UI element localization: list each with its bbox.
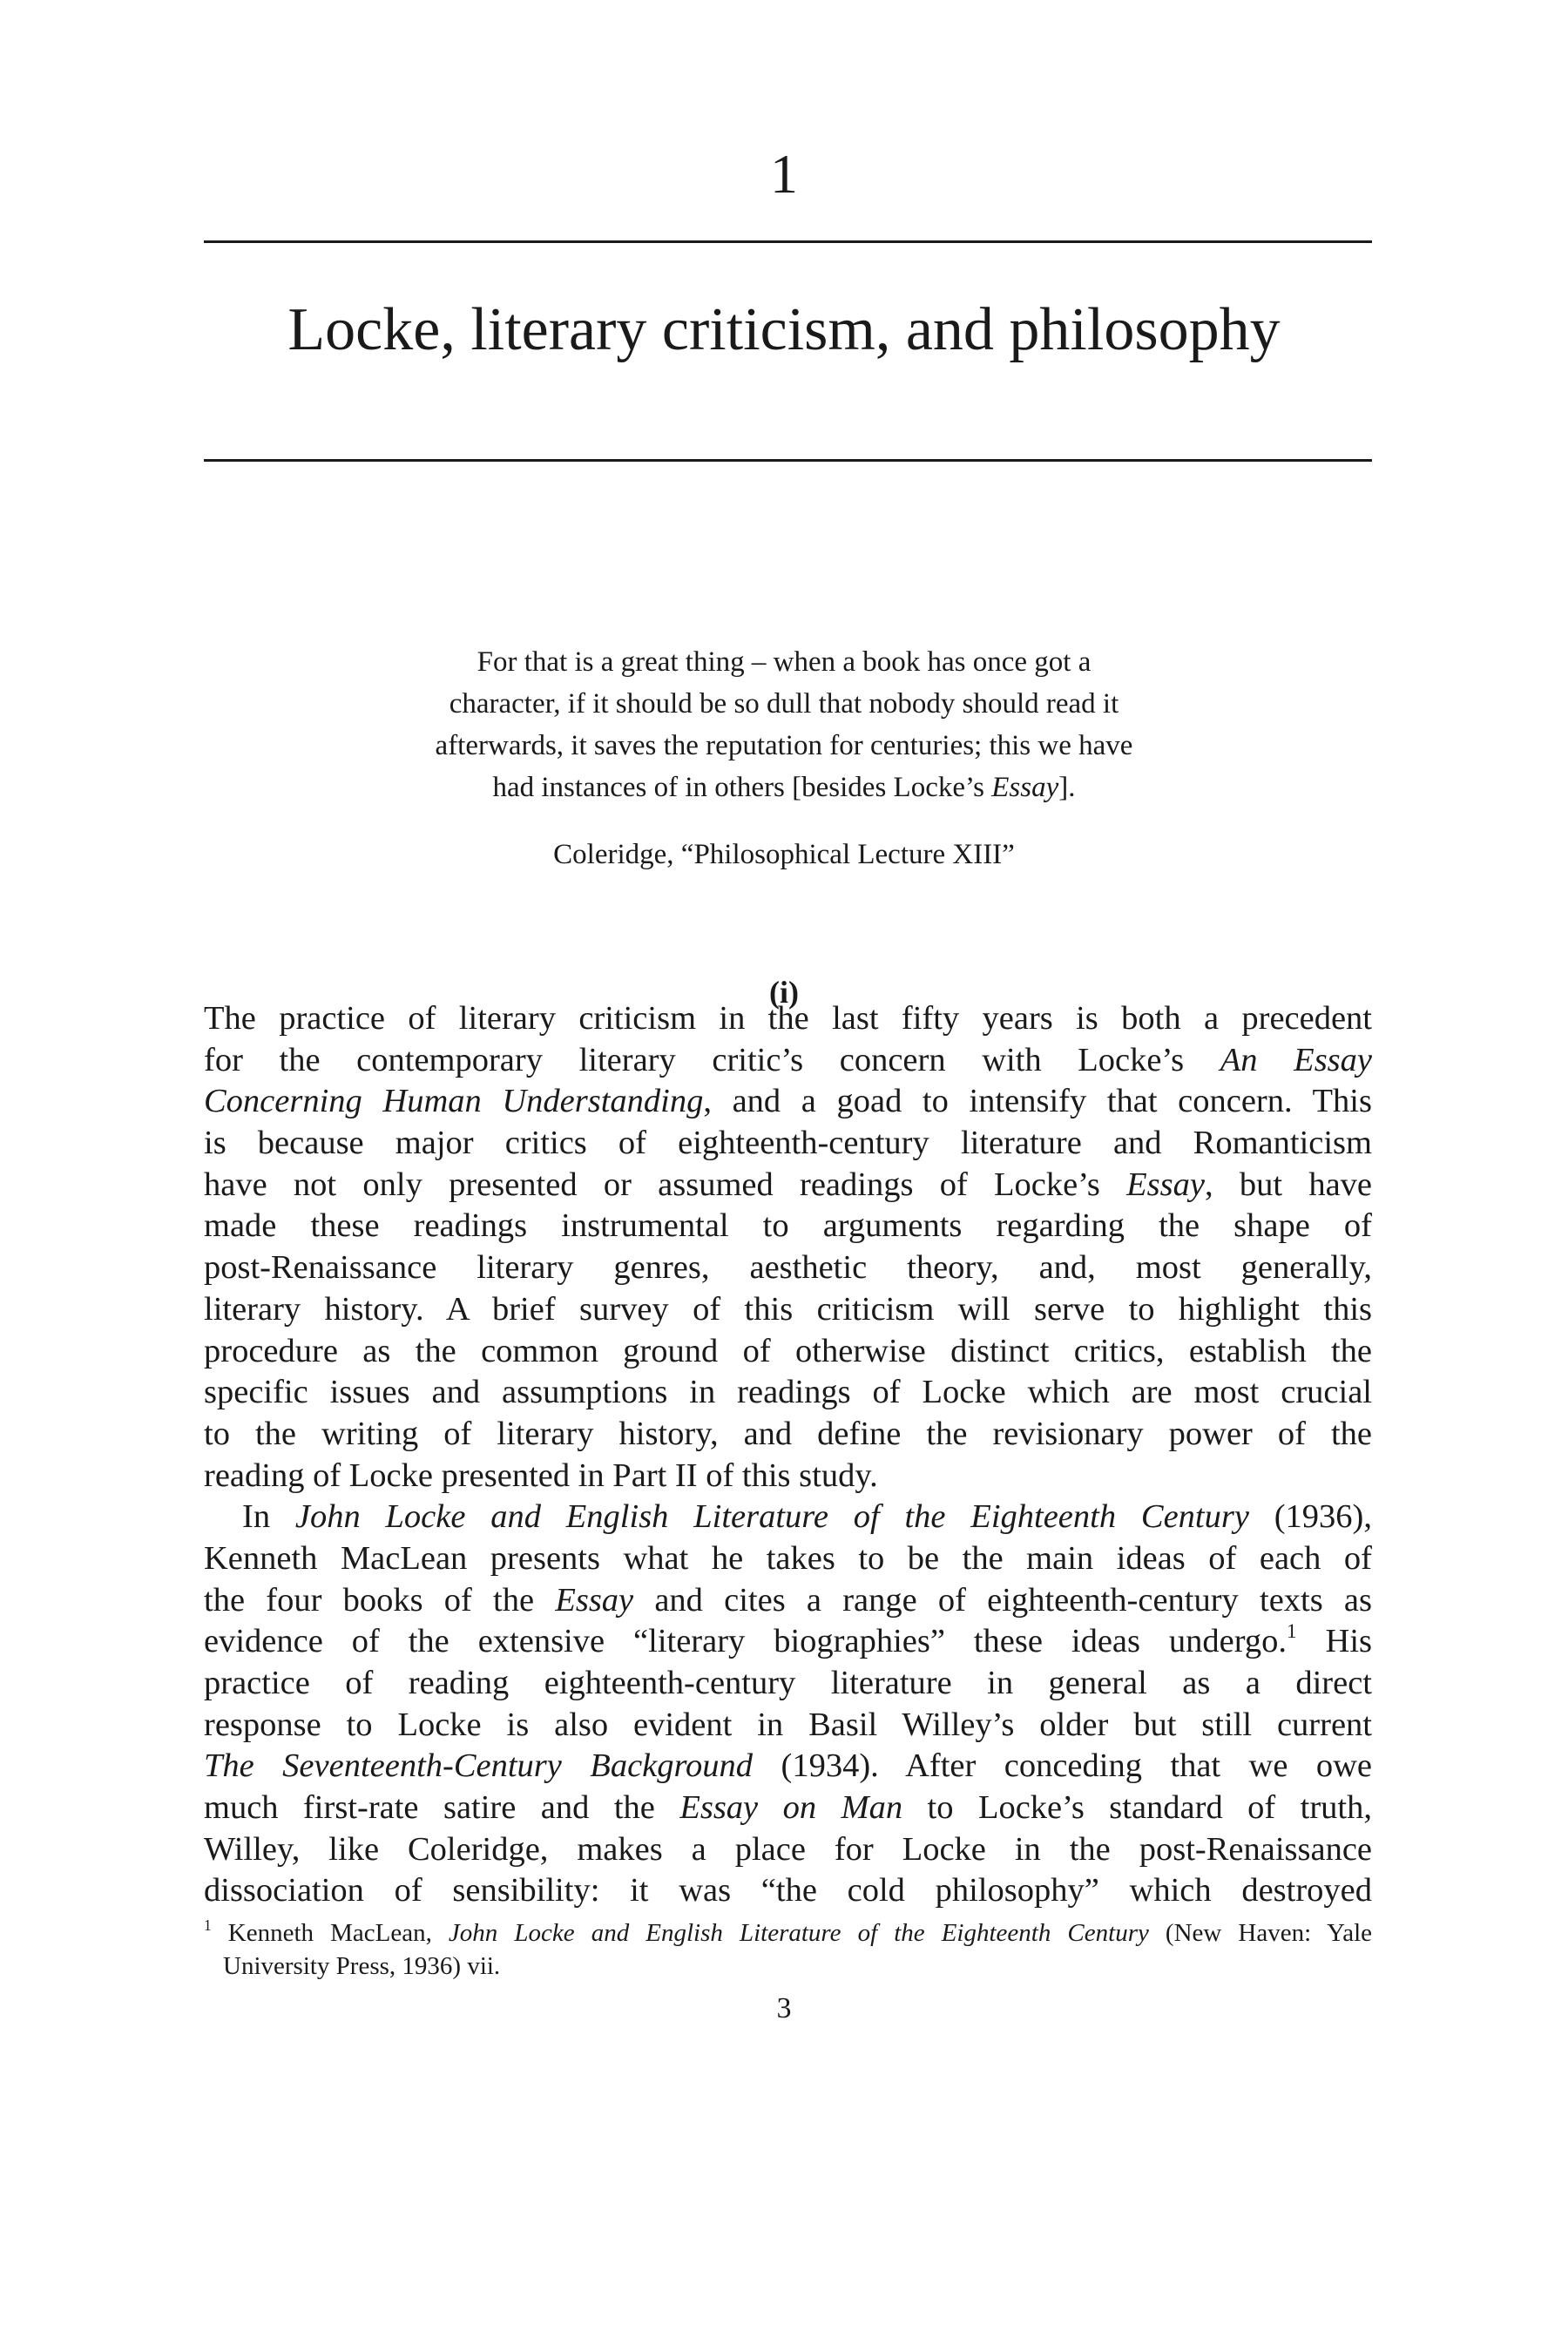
footnote-marker: 1: [204, 1916, 212, 1934]
text-run: had instances of in others [besides Locke’s: [492, 772, 992, 803]
italic-text: Essay: [555, 1581, 634, 1619]
italic-text: Concerning Human Understanding: [204, 1083, 704, 1120]
text-run: Kenneth MacLean presents what he takes to be the main ideas of each of: [204, 1539, 1372, 1577]
text-run: the four books of the: [204, 1581, 556, 1619]
italic-text: Essay: [991, 772, 1059, 803]
text-run: Kenneth MacLean,: [211, 1919, 449, 1947]
text-run: (New Haven: Yale: [1148, 1919, 1373, 1947]
body-line: [204, 1081, 1372, 1123]
body-line: [204, 1580, 1372, 1622]
footnote-line: [204, 1950, 1372, 1983]
text-run: evidence of the extensive “literary biographies” these ideas undergo.: [204, 1623, 1288, 1660]
body-line: [204, 1123, 1372, 1165]
body-line: [204, 1829, 1372, 1871]
body-line: [204, 1289, 1372, 1331]
text-run: Willey, like Coleridge, makes a place for Locke in the post-Renaissance: [204, 1830, 1372, 1868]
epigraph-line: [261, 641, 1307, 683]
text-run: practice of reading eighteenth-century literature in general as a direct: [204, 1665, 1372, 1701]
text-run: is because major critics of eighteenth-century literature and Romanticism: [204, 1125, 1372, 1162]
body-line: [204, 1040, 1372, 1082]
text-run: specific issues and assumptions in readings of Locke which are most crucial: [204, 1374, 1372, 1411]
epigraph-line: [261, 725, 1307, 767]
body-line: [204, 1663, 1372, 1705]
text-run: dissociation of sensibility: it was “the cold philosophy” which destroyed: [204, 1872, 1372, 1909]
text-run: In: [242, 1498, 295, 1536]
chapter-title: Locke, literary criticism, and philosophy: [287, 296, 1281, 363]
body-line: [204, 1206, 1372, 1247]
text-run: to Locke’s standard of truth,: [902, 1789, 1373, 1827]
epigraph-attribution: Coleridge, “Philosophical Lecture XIII”: [553, 839, 1015, 870]
top-rule: [204, 240, 1372, 243]
body-line: [204, 1705, 1372, 1747]
text-run: to the writing of literary history, and define the revisionary power of the: [204, 1415, 1372, 1452]
italic-text: John Locke and English Literature of the Eighteenth Century: [294, 1498, 1249, 1536]
footnote-line: [204, 1916, 1372, 1950]
body-line: [204, 1788, 1372, 1829]
italic-text: Essay on Man: [679, 1789, 903, 1827]
body-line: [204, 1247, 1372, 1289]
text-run: and cites a range of eighteenth-century texts as: [633, 1581, 1373, 1619]
body-line: [204, 1372, 1372, 1414]
italic-text: The Seventeenth-Century Background: [204, 1747, 754, 1785]
body-line: [204, 1746, 1372, 1788]
text-run: University Press, 1936) vii.: [223, 1952, 501, 1980]
text-run: The practice of literary criticism in the last fifty years is both a precedent: [204, 1000, 1372, 1037]
text-run: (1936),: [1248, 1498, 1372, 1536]
italic-text: An Essay: [1220, 1041, 1372, 1078]
body-line: [204, 1414, 1372, 1456]
text-run: procedure as the common ground of otherwise distinct critics, establish the: [204, 1332, 1372, 1369]
text-run: ].: [1058, 772, 1076, 803]
text-run: much first-rate satire and the: [204, 1789, 680, 1827]
epigraph-line: [261, 683, 1307, 725]
body-line: [204, 1456, 1372, 1497]
epigraph: [261, 641, 1307, 808]
page-number: 3: [776, 1992, 792, 2024]
italic-text: John Locke and English Literature of the Eighteenth Century: [448, 1919, 1149, 1947]
body-line: [204, 1621, 1372, 1663]
text-run: For that is a great thing – when a book has once got a: [476, 646, 1092, 678]
footnotes: [204, 1916, 1372, 1983]
text-run: made these readings instrumental to arguments regarding the shape of: [204, 1207, 1372, 1245]
italic-text: Essay: [1126, 1166, 1205, 1203]
section-label: (i): [769, 975, 799, 1010]
text-run: for the contemporary literary critic’s concern with Locke’s: [204, 1041, 1220, 1078]
text-run: literary history. A brief survey of this criticism will serve to highlight this: [204, 1290, 1372, 1328]
text-run: character, if it should be so dull that nobody should read it: [449, 688, 1119, 720]
text-run: have not only presented or assumed readings of Locke’s: [204, 1166, 1127, 1203]
body-line: [204, 1165, 1372, 1206]
body-line: [204, 998, 1372, 1040]
footnote-marker: 1: [1287, 1619, 1297, 1643]
text-run: , and a goad to intensify that concern. This: [703, 1083, 1372, 1120]
text-run: post-Renaissance literary genres, aesthetic theory, and, most generally,: [204, 1249, 1372, 1287]
body-text: [204, 998, 1372, 1912]
text-run: afterwards, it saves the reputation for centuries; this we have: [435, 730, 1133, 761]
body-line: [204, 1538, 1372, 1580]
body-line: [204, 1870, 1372, 1912]
text-run: (1934). After conceding that we owe: [753, 1747, 1372, 1785]
text-run: reading of Locke presented in Part II of this study.: [204, 1456, 878, 1494]
body-line: [204, 1331, 1372, 1373]
bottom-rule: [204, 459, 1372, 462]
body-line: [204, 1497, 1372, 1538]
text-run: response to Locke is also evident in Basil Willey’s older but still current: [204, 1706, 1372, 1743]
text-run: , but have: [1204, 1166, 1372, 1203]
epigraph-line: [261, 767, 1307, 808]
text-run: His: [1296, 1623, 1372, 1660]
chapter-number: 1: [770, 143, 798, 205]
